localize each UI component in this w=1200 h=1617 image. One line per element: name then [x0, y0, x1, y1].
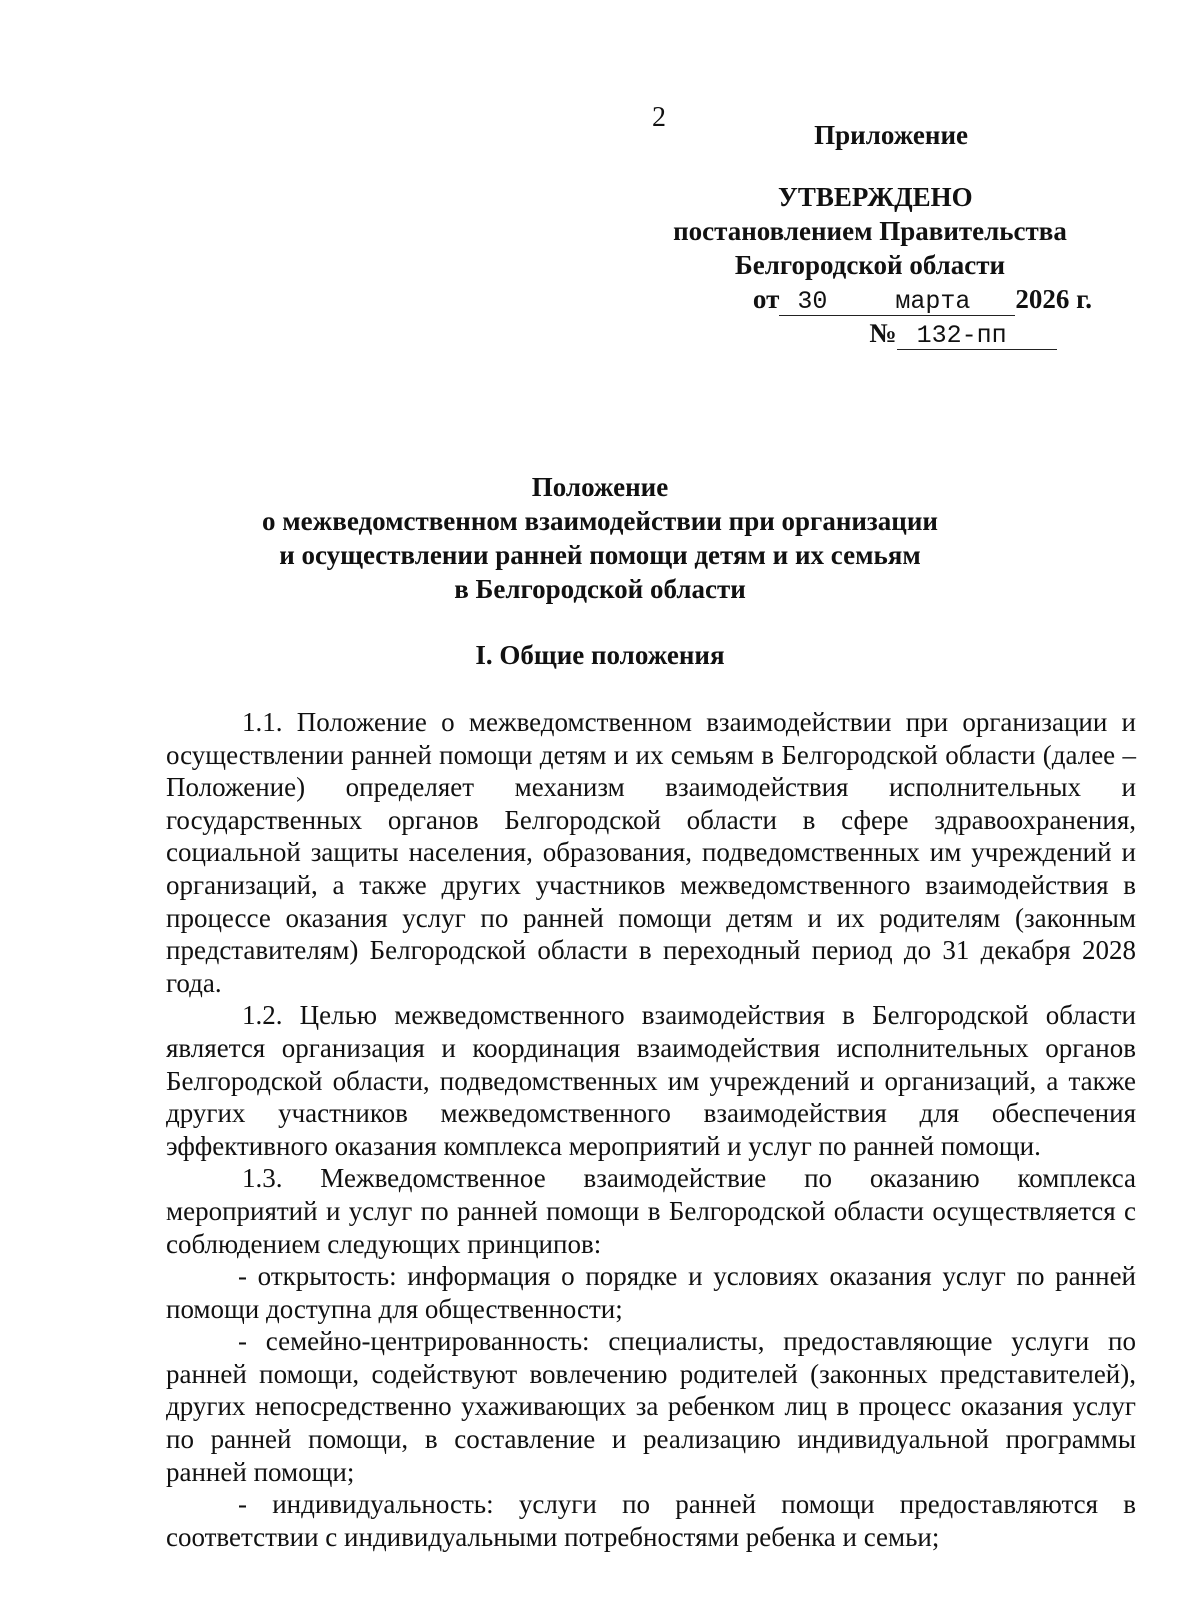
- title-line-4: в Белгородской области: [454, 574, 746, 604]
- paragraph-1-1: 1.1. Положение о межведомственном взаимодействии при организации и осуществлении ранней помощи детям и их семьям в Белгородской области (далее – Положение) определяет механизм взаимодействия исполнительных и государственных органов Белгородской области в сфере здравоохранения, социальной защиты населения, образования, подведомственных им учреждений и организаций, а также других участников межведомственного взаимодействия в процессе оказания услуг по ранней помощи детям и их родителям (законным представителям) Белгородской области в переходный период до 31 декабря 2028 года.: [166, 707, 1136, 998]
- bullet-family-centered: - семейно-центрированность: специалисты, предоставляющие услуги по ранней помощи, содействуют вовлечению родителей (законных представителей), других непосредственно ухаживающих за ребенком лиц в процесс оказания услуг по ранней помощи, в составление и реализацию индивидуальной программы ранней помощи;: [166, 1326, 1136, 1487]
- title-line-1: Положение: [531, 472, 669, 502]
- date-year: 2026 г.: [1015, 284, 1093, 314]
- paragraph-1-2: 1.2. Целью межведомственного взаимодействия в Белгородской области является организация и координация взаимодействия исполнительных органов Белгородской области, подведомственных им учреждений и организаций, а также других участников межведомственного взаимодействия для обеспечения эффективного оказания комплекса мероприятий и услуг по ранней помощи.: [166, 1000, 1136, 1161]
- approval-authority-line2: Белгородской области: [734, 250, 1006, 280]
- number-field: 132-пп: [897, 323, 1057, 350]
- document-body: [166, 706, 1136, 1553]
- date-month-field: марта: [861, 289, 1015, 316]
- number-prefix: №: [869, 318, 897, 348]
- approval-authority-line1: постановлением Правительства: [673, 216, 1067, 246]
- approval-number-line: [600, 316, 1140, 350]
- approval-date-line: [600, 282, 1140, 316]
- section-heading: I. Общие положения: [475, 640, 725, 670]
- page-number: 2: [652, 102, 666, 133]
- paragraph-1-3: 1.3. Межведомственное взаимодействие по оказанию комплекса мероприятий и услуг по ранней помощи в Белгородской области осуществляется с соблюдением следующих принципов:: [166, 1163, 1136, 1259]
- bullet-individuality: - индивидуальность: услуги по ранней помощи предоставляются в соответствии с индивидуальными потребностями ребенка и семьи;: [166, 1489, 1136, 1552]
- approved-stamp: УТВЕРЖДЕНО: [778, 182, 973, 212]
- title-line-2: о межведомственном взаимодействии при организации: [262, 506, 938, 536]
- title-line-3: и осуществлении ранней помощи детям и их семьям: [279, 540, 921, 570]
- date-day-field: 30: [779, 289, 861, 316]
- appendix-label: Приложение: [814, 120, 968, 150]
- document-title: [130, 470, 1070, 606]
- approval-block: [600, 118, 1140, 350]
- date-prefix: от: [752, 284, 780, 314]
- bullet-openness: - открытость: информация о порядке и условиях оказания услуг по ранней помощи доступна для общественности;: [166, 1261, 1136, 1324]
